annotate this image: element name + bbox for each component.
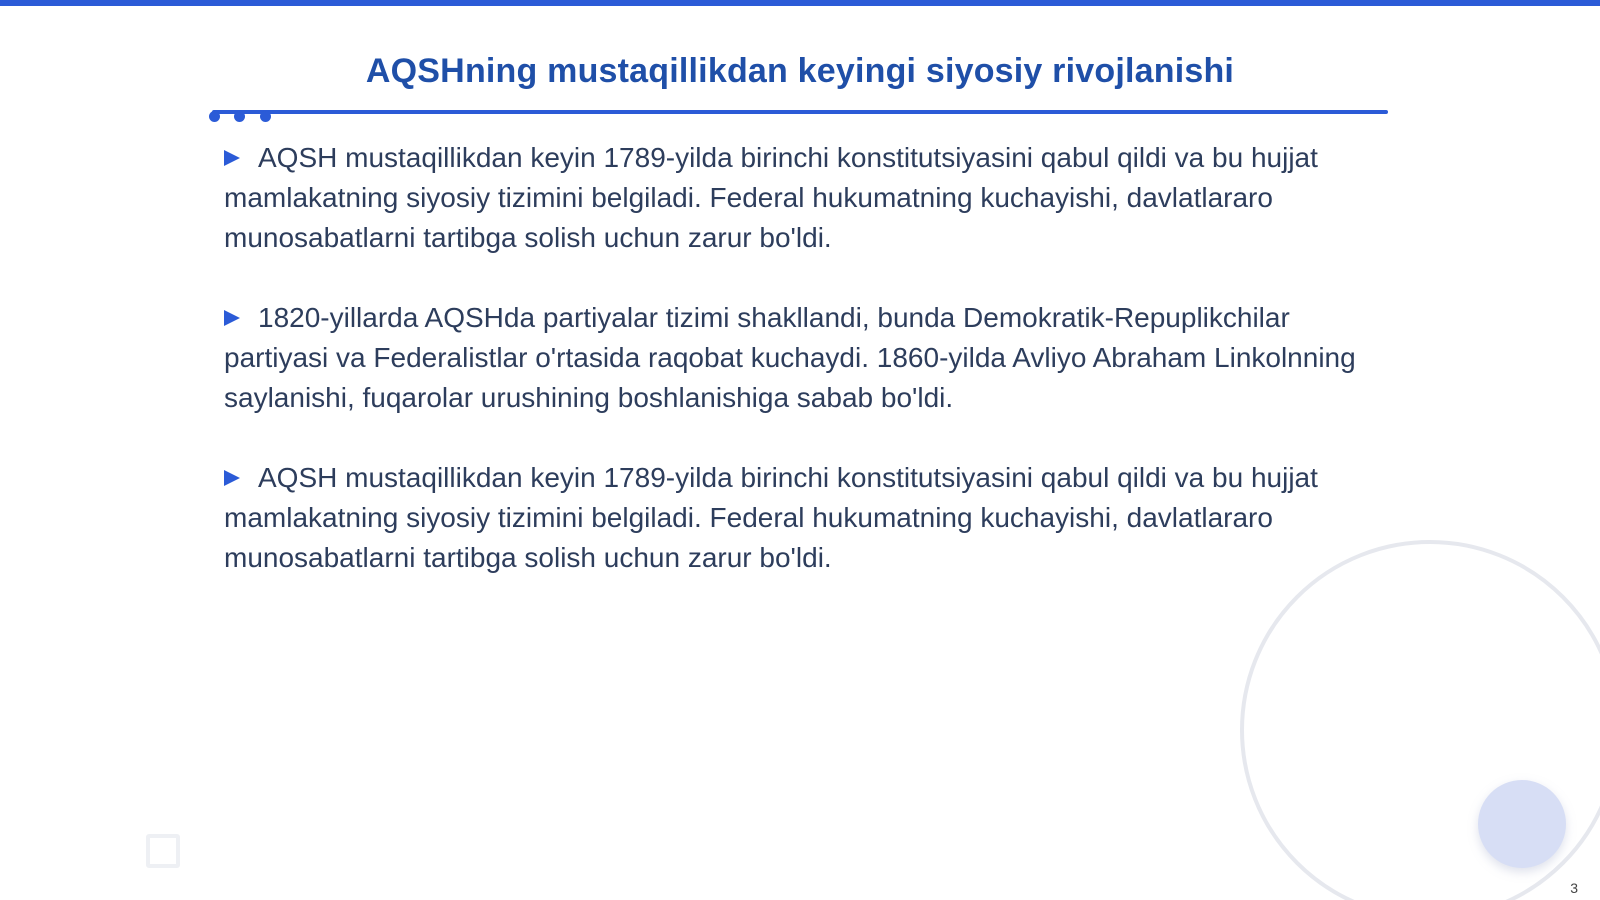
bullet-text: 1820-yillarda AQSHda partiyalar tizimi shakllandi, bunda Demokratik-Repuplikchilar partiyasi va Federalistlar o'rtasida raqobat kuchaydi. 1860-yilda Avliyo Abraham Linkolnning saylanishi, fuqarolar urushining boshlanishiga sabab bo'ldi. bbox=[224, 302, 1356, 413]
bullet-item-2 bbox=[224, 298, 1374, 418]
bullet-item-3 bbox=[224, 458, 1374, 578]
bullet-text: AQSH mustaqillikdan keyin 1789-yilda birinchi konstitutsiyasini qabul qildi va bu hujjat mamlakatning siyosiy tizimini belgiladi. Federal hukumatning kuchayishi, davlatlararo munosabatlarni tartibga solish uchun zarur bo'ldi. bbox=[224, 142, 1318, 253]
title-dot-2 bbox=[234, 111, 245, 122]
slide-title: AQSHning mustaqillikdan keyingi siyosiy rivojlanishi bbox=[365, 52, 1235, 90]
triangle-right-icon bbox=[224, 150, 240, 166]
triangle-right-icon bbox=[224, 470, 240, 486]
bullet-text: AQSH mustaqillikdan keyin 1789-yilda birinchi konstitutsiyasini qabul qildi va bu hujjat mamlakatning siyosiy tizimini belgiladi. Federal hukumatning kuchayishi, davlatlararo munosabatlarni tartibga solish uchun zarur bo'ldi. bbox=[224, 462, 1318, 573]
decorative-square bbox=[146, 834, 180, 868]
title-dot-1 bbox=[209, 111, 220, 122]
title-dot-3 bbox=[260, 111, 271, 122]
top-accent-bar bbox=[0, 0, 1600, 6]
bullet-item-1 bbox=[224, 138, 1374, 258]
decorative-circle bbox=[1478, 780, 1566, 868]
title-underline bbox=[212, 110, 1388, 114]
slide-content bbox=[224, 138, 1374, 618]
page-number: 3 bbox=[1570, 880, 1578, 896]
triangle-right-icon bbox=[224, 310, 240, 326]
